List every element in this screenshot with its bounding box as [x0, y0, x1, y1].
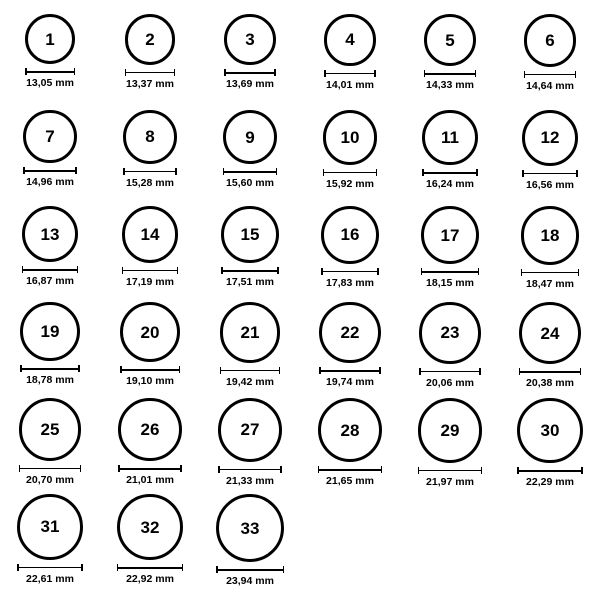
diameter-value: 16,24 mm: [426, 178, 474, 191]
ring-circle: [318, 398, 382, 462]
diameter-measure: [324, 70, 376, 91]
ring-size-cell: [100, 302, 200, 387]
ring-size-cell: [300, 14, 400, 90]
ring-size-label: 27: [240, 420, 260, 440]
ring-size-label: 4: [345, 30, 355, 50]
ring-size-cell: [0, 206, 100, 287]
ring-size-label: 13: [40, 224, 60, 244]
ring-size-label: 3: [245, 30, 255, 50]
ring-size-cell: [500, 398, 600, 488]
ring-circle: [17, 494, 83, 560]
dimension-line-icon: [120, 366, 180, 373]
ring-circle: [220, 302, 281, 363]
ring-size-cell: [400, 110, 500, 190]
ring-size-row: [0, 302, 600, 398]
diameter-value: 17,83 mm: [326, 276, 374, 289]
diameter-value: 17,19 mm: [126, 275, 174, 288]
diameter-value: 18,15 mm: [426, 277, 474, 290]
ring-size-label: 23: [440, 323, 460, 343]
dimension-line-icon: [122, 267, 179, 274]
diameter-measure: [224, 69, 275, 90]
ring-size-label: 2: [145, 29, 155, 49]
dimension-line-icon: [25, 68, 75, 75]
diameter-value: 22,92 mm: [126, 573, 174, 586]
ring-size-row: [0, 494, 600, 590]
dimension-line-icon: [419, 368, 481, 375]
ring-size-cell: [0, 494, 100, 584]
ring-size-cell: [200, 14, 300, 90]
ring-size-label: 20: [140, 322, 160, 342]
diameter-value: 19,42 mm: [226, 375, 274, 388]
diameter-measure: [218, 466, 282, 487]
dimension-line-icon: [118, 465, 181, 472]
diameter-measure: [117, 564, 183, 585]
dimension-line-icon: [17, 564, 83, 571]
diameter-measure: [519, 368, 581, 389]
diameter-value: 22,29 mm: [526, 476, 574, 489]
diameter-value: 21,01 mm: [126, 474, 174, 487]
dimension-line-icon: [517, 467, 582, 474]
diameter-value: 22,61 mm: [26, 572, 74, 585]
ring-size-cell: [300, 302, 400, 388]
ring-circle: [117, 494, 183, 560]
ring-circle: [123, 110, 177, 164]
ring-circle: [521, 206, 580, 265]
diameter-measure: [223, 168, 277, 189]
diameter-measure: [23, 167, 76, 188]
ring-size-row: [0, 398, 600, 494]
dimension-line-icon: [524, 71, 577, 78]
ring-size-cell: [200, 206, 300, 288]
diameter-value: 20,06 mm: [426, 376, 474, 389]
diameter-measure: [125, 69, 176, 90]
ring-circle: [519, 302, 581, 364]
diameter-value: 14,01 mm: [326, 78, 374, 91]
ring-size-cell: [200, 398, 300, 486]
dimension-line-icon: [421, 268, 479, 275]
diameter-measure: [318, 466, 382, 487]
diameter-measure: [419, 368, 481, 389]
dimension-line-icon: [221, 267, 278, 274]
diameter-measure: [20, 365, 79, 386]
diameter-value: 19,74 mm: [326, 376, 374, 389]
diameter-measure: [421, 268, 479, 289]
diameter-measure: [22, 266, 78, 287]
diameter-value: 21,65 mm: [326, 475, 374, 488]
dimension-line-icon: [125, 69, 176, 76]
ring-size-label: 24: [540, 323, 560, 343]
dimension-line-icon: [324, 70, 376, 77]
ring-circle: [223, 110, 277, 164]
ring-circle: [324, 14, 376, 66]
ring-size-cell: [0, 302, 100, 386]
dimension-line-icon: [319, 367, 380, 374]
ring-circle: [522, 110, 578, 166]
ring-size-cell: [300, 110, 400, 189]
ring-size-cell: [300, 398, 400, 487]
dimension-line-icon: [220, 367, 281, 374]
dimension-line-icon: [318, 466, 382, 473]
dimension-line-icon: [216, 566, 284, 573]
dimension-line-icon: [19, 465, 82, 472]
diameter-value: 13,05 mm: [26, 77, 74, 89]
ring-size-label: 10: [340, 127, 360, 147]
ring-size-cell: [200, 494, 300, 587]
diameter-measure: [221, 267, 278, 288]
ring-circle: [524, 14, 577, 67]
ring-circle: [421, 206, 479, 264]
ring-circle: [224, 14, 275, 65]
ring-circle: [418, 398, 483, 463]
diameter-measure: [522, 170, 578, 191]
ring-circle: [319, 302, 380, 363]
ring-size-label: 5: [445, 30, 455, 50]
ring-circle: [25, 14, 75, 64]
diameter-measure: [118, 465, 181, 486]
ring-size-cell: [400, 302, 500, 388]
ring-size-label: 32: [140, 517, 160, 537]
diameter-value: 14,96 mm: [26, 176, 74, 189]
ring-size-label: 11: [441, 128, 459, 148]
ring-circle: [22, 206, 78, 262]
diameter-value: 18,78 mm: [26, 374, 74, 387]
ring-size-label: 15: [240, 225, 260, 245]
ring-size-label: 9: [245, 127, 255, 147]
ring-size-cell: [200, 302, 300, 387]
ring-circle: [218, 398, 282, 462]
ring-size-cell: [100, 494, 200, 585]
ring-circle: [321, 206, 379, 264]
diameter-measure: [517, 467, 582, 488]
ring-size-label: 31: [40, 517, 60, 537]
diameter-value: 13,37 mm: [126, 77, 174, 90]
ring-size-label: 25: [40, 419, 60, 439]
diameter-value: 15,60 mm: [226, 177, 274, 190]
diameter-measure: [422, 169, 477, 190]
dimension-line-icon: [424, 70, 476, 77]
diameter-measure: [216, 566, 284, 587]
diameter-value: 21,33 mm: [226, 474, 274, 487]
ring-size-cell: [100, 14, 200, 89]
ring-size-label: 26: [140, 420, 160, 440]
ring-circle: [419, 302, 481, 364]
ring-size-label: 12: [540, 128, 560, 148]
diameter-measure: [424, 70, 476, 91]
dimension-line-icon: [224, 69, 275, 76]
ring-circle: [125, 14, 176, 65]
ring-circle: [122, 206, 179, 263]
ring-size-label: 21: [240, 322, 260, 342]
ring-size-label: 1: [45, 29, 55, 49]
dimension-line-icon: [321, 268, 379, 275]
diameter-value: 16,87 mm: [26, 275, 74, 288]
diameter-value: 21,97 mm: [426, 475, 474, 488]
ring-circle: [216, 494, 284, 562]
diameter-value: 14,33 mm: [426, 79, 474, 92]
ring-size-label: 6: [545, 30, 555, 50]
ring-circle: [422, 110, 477, 165]
diameter-value: 20,70 mm: [26, 473, 74, 486]
ring-size-label: 16: [340, 225, 360, 245]
ring-circle: [221, 206, 278, 263]
diameter-measure: [25, 68, 75, 89]
dimension-line-icon: [22, 266, 78, 273]
diameter-value: 16,56 mm: [526, 178, 574, 191]
ring-circle: [23, 110, 76, 163]
diameter-measure: [120, 366, 180, 387]
ring-size-cell: [400, 206, 500, 289]
ring-size-cell: [400, 14, 500, 91]
ring-circle: [517, 398, 582, 463]
dimension-line-icon: [323, 169, 378, 176]
dimension-line-icon: [422, 169, 477, 176]
dimension-line-icon: [519, 368, 581, 375]
ring-circle: [20, 302, 79, 361]
diameter-value: 14,64 mm: [526, 79, 574, 92]
ring-circle: [19, 398, 82, 461]
dimension-line-icon: [117, 564, 183, 571]
ring-size-cell: [100, 206, 200, 287]
diameter-measure: [418, 467, 483, 488]
diameter-value: 23,94 mm: [226, 575, 274, 587]
diameter-measure: [17, 564, 83, 585]
diameter-value: 19,10 mm: [126, 375, 174, 387]
diameter-value: 15,92 mm: [326, 177, 374, 190]
ring-size-cell: [300, 206, 400, 288]
diameter-measure: [323, 169, 378, 190]
diameter-value: 15,28 mm: [126, 176, 174, 189]
ring-circle: [118, 398, 181, 461]
ring-size-label: 28: [340, 420, 360, 440]
ring-size-label: 30: [540, 421, 560, 441]
ring-size-label: 8: [145, 127, 155, 147]
ring-size-label: 14: [140, 224, 160, 244]
diameter-value: 13,69 mm: [226, 78, 274, 91]
dimension-line-icon: [218, 466, 282, 473]
ring-size-cell: [200, 110, 300, 189]
ring-size-label: 18: [540, 225, 560, 245]
ring-size-cell: [400, 398, 500, 487]
diameter-measure: [321, 268, 379, 289]
ring-size-cell: [0, 110, 100, 188]
ring-size-label: 17: [440, 225, 460, 245]
ring-size-label: 7: [45, 127, 55, 147]
diameter-measure: [122, 267, 179, 288]
dimension-line-icon: [522, 170, 578, 177]
ring-size-label: 19: [40, 322, 60, 342]
ring-size-label: 22: [340, 323, 360, 343]
diameter-value: 18,47 mm: [526, 277, 574, 290]
dimension-line-icon: [20, 365, 79, 372]
ring-circle: [120, 302, 180, 362]
dimension-line-icon: [23, 167, 76, 174]
diameter-value: 17,51 mm: [226, 276, 274, 289]
diameter-value: 20,38 mm: [526, 377, 574, 390]
ring-size-row: [0, 206, 600, 302]
ring-circle: [323, 110, 378, 165]
ring-size-cell: [100, 110, 200, 188]
diameter-measure: [319, 367, 380, 388]
ring-size-row: [0, 110, 600, 206]
ring-size-cell: [100, 398, 200, 486]
diameter-measure: [19, 465, 82, 486]
ring-size-cell: [0, 14, 100, 89]
dimension-line-icon: [418, 467, 483, 474]
ring-circle: [424, 14, 476, 66]
ring-size-cell: [500, 206, 600, 289]
dimension-line-icon: [223, 168, 277, 175]
diameter-measure: [524, 71, 577, 92]
diameter-measure: [220, 367, 281, 388]
diameter-measure: [521, 269, 580, 290]
ring-size-row: [0, 14, 600, 110]
diameter-measure: [123, 168, 177, 189]
ring-size-cell: [0, 398, 100, 485]
ring-size-label: 33: [240, 518, 260, 538]
dimension-line-icon: [521, 269, 580, 276]
dimension-line-icon: [123, 168, 177, 175]
ring-size-cell: [500, 302, 600, 389]
ring-size-cell: [500, 110, 600, 190]
ring-size-cell: [500, 14, 600, 91]
ring-size-label: 29: [440, 420, 460, 440]
